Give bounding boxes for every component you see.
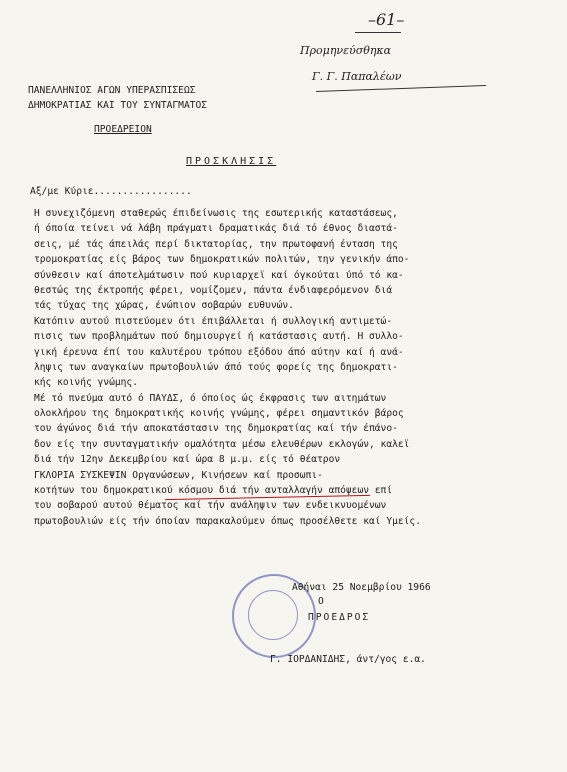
body-line: ολοκλήρου της δημοκρατικής κοινής γνώμης, φέρει σημαντικόν βάρος [34, 408, 404, 420]
body-line: κοτήτων του δημοκρατικού κόσμου διά τήν ανταλλαγήν απόψεων επί [34, 485, 393, 497]
page-number-underline [355, 32, 401, 33]
body-line: δον είς την συνταγματικήν ομαλότητα μέσω ελευθέρων εκλογών, καλεϊ [34, 438, 410, 450]
document-title: ΠΡΟΣΚΛΗΣΙΣ [186, 156, 277, 167]
body-line: τάς τύχας της χώρας, ένώπιον σοβαρών ευθυνών. [34, 300, 294, 312]
handwritten-note-underline [316, 85, 486, 92]
body-line: θεστώς της έκτροπής φέρει, νομίζομεν, πάντα ένδιαφερόμενον διά [34, 284, 393, 296]
body-line: ή όποία τείνει νά λάβη πράγματι δραματικάς διά τό έθνος διαστά- [34, 223, 398, 235]
letter-date: Αθήναι 25 Νοεμβρίου 1966 [292, 582, 431, 593]
salutation: Αξ/με Κύριε................. [30, 186, 192, 197]
office-heading: ΠΡΟΕΔΡΕΙΟΝ [94, 124, 152, 135]
body-line: πρωτοβουλιών είς τήν όποίαν παρακαλούμεν όπως προσέλθετε καί Υμείς. [34, 515, 421, 527]
handwritten-note-line-1: Προμηνεύσθηκα [300, 44, 392, 57]
body-line: του άγώνος διά τήν αποκατάστασιν της δημοκρατίας καί τήν έπάνο- [34, 423, 398, 435]
body-line: πισις των προβλημάτων πού δημιουργεί ή κατάστασις αυτή. Η συλλο- [34, 331, 404, 343]
letter-body [34, 206, 554, 529]
body-line: Κατόπιν αυτού πιστεύομεν ότι έπιβάλλεται ή συλλογική αντιμετώ- [34, 315, 393, 327]
body-line: του σοβαρού αυτού θέματος καί τήν ανάληψιν των ενδεικνυομένων [34, 500, 387, 512]
body-line: ΓΚΛΟΡΙΑ ΣΥΣΚΕΨΙΝ Οργανώσεων, Κινήσεων καί προσωπι- [34, 469, 323, 481]
handwritten-note-line-2: Γ. Γ. Παπαλέων [312, 70, 402, 83]
body-line: κής κοινής γνώμης. [34, 377, 138, 389]
body-line: σεις, μέ τάς άπειλάς περί δικτατορίας, την πρωτοφανή ένταση της [34, 238, 398, 250]
body-line: διά τήν 12ην Δεκεμβρίου καί ώρα 8 μ.μ. είς τό θέατρον [34, 454, 341, 466]
organization-line-1: ΠΑΝΕΛΛΗΝΙΟΣ ΑΓΩΝ ΥΠΕΡΑΣΠΙΣΕΩΣ [28, 85, 196, 96]
signature-title: ΠΡΟΕΔΡΟΣ [308, 612, 371, 623]
body-line: Η συνεχιζόμενη σταθερώς έπιδείνωσις της εσωτερικής καταστάσεως, [34, 208, 398, 219]
page-number: –61– [368, 10, 405, 29]
signature-article: Ο [318, 596, 324, 607]
organization-line-2: ΔΗΜΟΚΡΑΤΙΑΣ ΚΑΙ ΤΟΥ ΣΥΝΤΑΓΜΑΤΟΣ [28, 100, 208, 111]
body-line: γική έρευνα έπί του καλυτέρου τρόπου εξόδου άπό αύτην καί ή ανά- [34, 346, 404, 358]
body-line: Μέ τό πνεύμα αυτό ό ΠΑΥΔΣ, ό όποίος ώς έκφρασις των αιτημάτων [34, 392, 387, 404]
body-line: ληψις των αναγκαίων πρωτοβουλιών άπό τούς φορείς της δημοκρατι- [34, 361, 398, 373]
official-stamp-inner-ring [248, 590, 298, 640]
signer-name: Γ. ΙΟΡΔΑΝΙΔΗΣ, άντ/γος ε.α. [270, 654, 426, 665]
body-line: τρομοκρατίας είς βάρος των δημοκρατικών πολιτών, την γενικήν άπο- [34, 254, 410, 266]
body-line: σύνθεσιν καί άποτελμάτωσιν πού κυριαρχεϊ καί όγκούται ύπό τό κα- [34, 269, 404, 281]
